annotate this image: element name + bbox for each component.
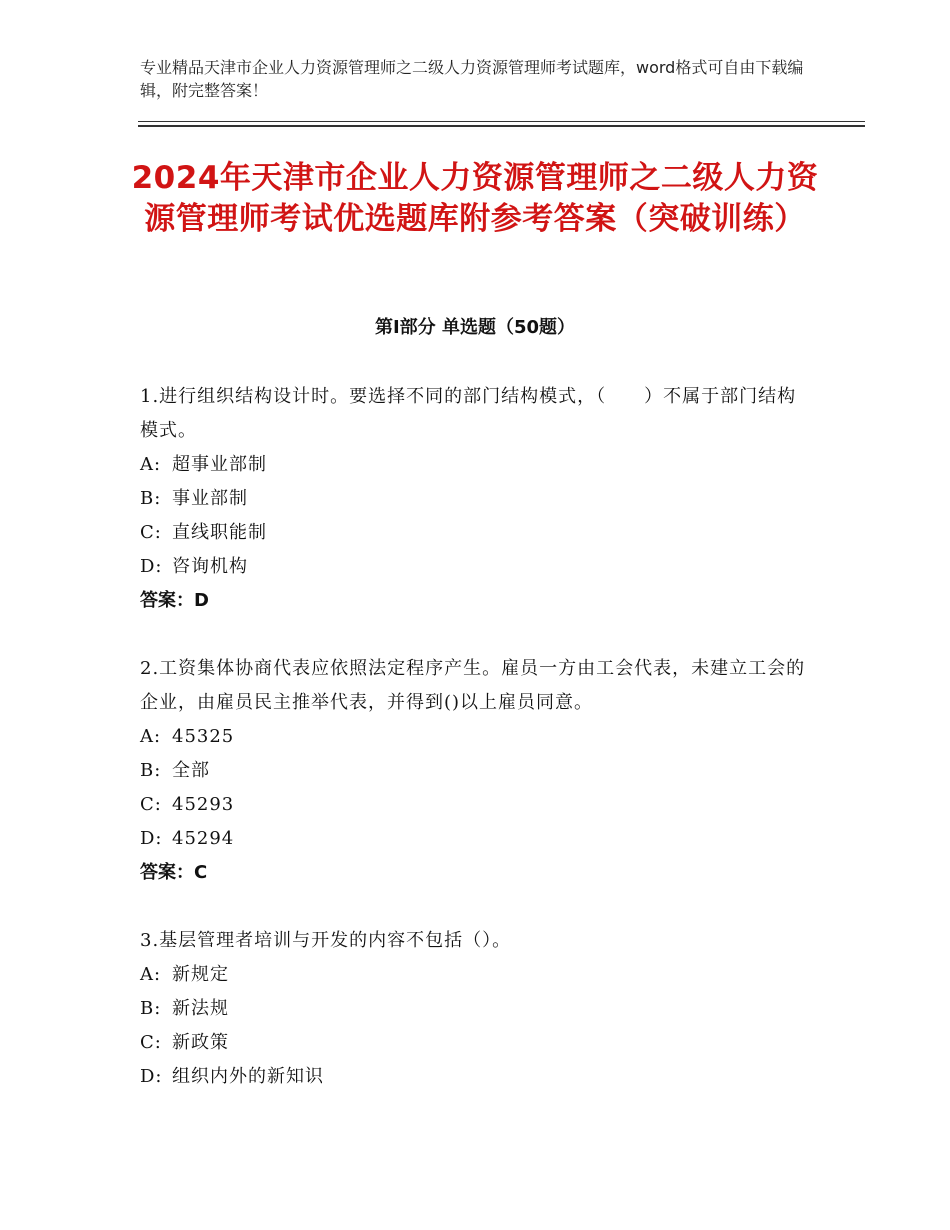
header-note: 专业精品天津市企业人力资源管理师之二级人力资源管理师考试题库，word格式可自由下载编辑，附完整答案！ [140, 58, 804, 100]
option-letter: B: [140, 488, 162, 509]
option-text: 组织内外的新知识 [172, 1066, 324, 1087]
option-d [140, 1060, 810, 1094]
option-letter: D: [140, 828, 163, 849]
question-text: 3.基层管理者培训与开发的内容不包括（）。 [140, 930, 512, 951]
option-a [140, 958, 810, 992]
option-c [140, 788, 810, 822]
question-3 [140, 924, 810, 1094]
question-2 [140, 652, 810, 890]
option-text: 新政策 [172, 1032, 229, 1053]
option-letter: D: [140, 556, 163, 577]
option-d [140, 550, 810, 584]
option-text: 新法规 [172, 998, 229, 1019]
option-text: 事业部制 [172, 488, 248, 509]
option-text: 咨询机构 [172, 556, 248, 577]
option-letter: C: [140, 794, 162, 815]
option-b [140, 992, 810, 1026]
section-title: 第Ⅰ部分 单选题（50题） [374, 317, 575, 338]
option-text: 45294 [172, 828, 235, 849]
option-letter: B: [140, 998, 162, 1019]
question-list [140, 380, 810, 1128]
option-text: 超事业部制 [172, 454, 267, 475]
option-letter: D: [140, 1066, 163, 1087]
option-text: 新规定 [172, 964, 229, 985]
header-divider-thin [138, 121, 865, 122]
answer-text: 答案：D [140, 590, 209, 611]
option-text: 全部 [172, 760, 210, 781]
question-text: 2.工资集体协商代表应依照法定程序产生。雇员一方由工会代表，未建立工会的企业，由雇员民主推举代表，并得到()以上雇员同意。 [140, 658, 806, 713]
option-letter: A: [140, 964, 162, 985]
document-title: 2024年天津市企业人力资源管理师之二级人力资源管理师考试优选题库附参考答案（突破训练） [131, 160, 819, 237]
option-letter: B: [140, 760, 162, 781]
question-text: 1.进行组织结构设计时。要选择不同的部门结构模式，（ ）不属于部门结构模式。 [140, 386, 797, 441]
option-text: 45293 [172, 794, 235, 815]
option-c [140, 1026, 810, 1060]
option-text: 45325 [172, 726, 235, 747]
option-a [140, 448, 810, 482]
option-text: 直线职能制 [172, 522, 267, 543]
option-a [140, 720, 810, 754]
option-b [140, 482, 810, 516]
question-1 [140, 380, 810, 618]
option-d [140, 822, 810, 856]
answer-text: 答案：C [140, 862, 208, 883]
option-b [140, 754, 810, 788]
option-letter: C: [140, 522, 162, 543]
option-letter: A: [140, 726, 162, 747]
option-letter: C: [140, 1032, 162, 1053]
option-letter: A: [140, 454, 162, 475]
option-c [140, 516, 810, 550]
header-divider-thick [138, 125, 865, 127]
